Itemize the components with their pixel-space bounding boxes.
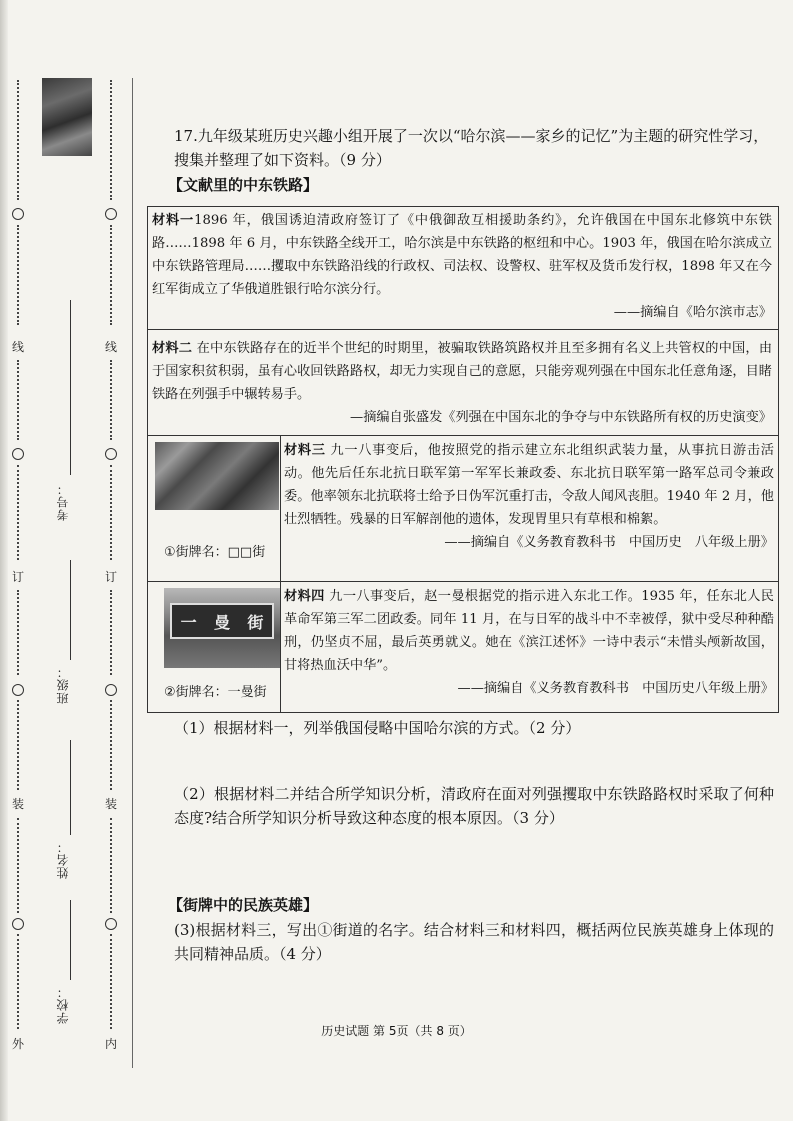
field-name-line[interactable] [70,740,72,835]
page-edge-shadow [0,0,8,1121]
material-2-text: 在中东铁路存在的近半个世纪的时期里，被骗取铁路筑路权并且至多拥有名义上共管权的中国，由于国家积贫积弱，虽有心收回铁路路权，却无力实现自己的意愿，只能旁观列强在中国东北任意角逐，目睹铁路在列强手中辗转易手。 [152,341,773,402]
material-1-label: 材料一 [152,213,195,228]
inner-label-nei: 内 [105,1037,118,1051]
field-name [54,840,71,879]
margin-scan-artifact [42,78,92,156]
sub-question-1: （1）根据材料一，列举俄国侵略中国哈尔滨的方式。（2 分） [174,719,581,737]
inner-label-line: 线 [105,340,118,354]
material-2 [152,337,772,429]
sign-char-3: 街 [247,612,264,632]
question-17-intro: 17.九年级某班历史兴趣小组开展了一次以“哈尔滨——家乡的记忆”为主题的研究性学习，搜集并整理了如下资料。（9 分） [174,127,769,169]
material-3-caption: ①街牌名：□□街 [164,545,266,560]
material-3-text: 九一八事变后，他按照党的指示建立东北组织武装力量，从事抗日游击活动。他先后任东北抗日联军第一军军长兼政委、东北抗日联军第一路军总司令兼政委。他率领东北抗联将士给予日伪军沉重打击，令敌人闻风丧胆。1940 年 2 月，他壮烈牺牲。残暴的日军解剖他的遗体，发现胃里只有草根和棉絮。 [284,443,774,527]
material-4-caption: ②街牌名：一曼街 [164,685,267,700]
margin-boundary-line [132,78,133,1068]
material-4-text: 九一八事变后，赵一曼根据党的指示进入东北工作。1935 年，任东北人民革命军第三军二团政委。同年 11 月，在与日军的战斗中不幸被俘，狱中受尽种种酷刑，仍坚贞不屈，最后英勇就义。她在《滨江述怀》一诗中表示“未惜头颅新故国，甘将热血沃中华”。 [284,589,774,673]
outer-label-line: 线 [12,340,25,354]
photo-column-border-3 [280,435,281,581]
field-exam-number [54,482,71,521]
material-1-text: 1896 年，俄国诱迫清政府签订了《中俄御敌互相援助条约》，允许俄国在中国东北修筑中东铁路……1898 年 6 月，中东铁路全线开工，哈尔滨是中东铁路的枢纽和中心。1903 年，俄国在哈尔滨成立中东铁路管理局……攫取中东铁路沿线的行政权、司法权、设警权、驻军权及货币发行权，1898 年又在今红军街成立了华俄道胜银行哈尔滨分行。 [152,213,772,297]
field-exam-number-label: 考号： [56,482,70,521]
sub-question-3: (3)根据材料三，写出①街道的名字。结合材料三和材料四，概括两位民族英雄身上体现的共同精神品质。（4 分） [174,921,774,963]
row-divider-2 [148,435,778,436]
material-4-source: ——摘编自《义务教育教科书 中国历史八年级上册》 [457,681,774,696]
section-title-heroes: 【街牌中的民族英雄】 [168,896,319,914]
field-class-line[interactable] [70,560,72,660]
outer-label-wai: 外 [12,1037,25,1051]
material-4 [284,585,774,700]
material-3-source: ——摘编自《义务教育教科书 中国历史 八年级上册》 [444,535,774,550]
field-name-label: 姓名： [56,840,70,879]
field-exam-number-line[interactable] [70,300,72,475]
sign-char-1: 一 [180,612,197,632]
material-4-label: 材料四 [284,589,325,604]
outer-label-zhuang: 装 [12,797,25,811]
photo-column-border-4 [280,581,281,712]
material-1 [152,209,772,324]
row-divider-1 [148,329,778,330]
material-3 [284,439,774,554]
sub-question-2: （2）根据材料二并结合所学知识分析，清政府在面对列强攫取中东铁路路权时采取了何种态度?结合所学知识分析导致这种态度的根本原因。（3 分） [174,785,774,827]
material-3-label: 材料三 [284,443,326,458]
street-sign-photo-1 [155,442,279,510]
materials-table [147,206,779,713]
field-school-line[interactable] [70,900,72,980]
inner-label-ding: 订 [105,570,118,584]
field-school-label: 学校： [56,985,70,1024]
field-class [54,665,71,704]
section-title-railway: 【文献里的中东铁路】 [168,176,319,194]
material-2-source: —摘编自张盛发《列强在中国东北的争夺与中东铁路所有权的历史演变》 [350,410,772,425]
inner-label-zhuang: 装 [105,797,118,811]
outer-label-ding: 订 [12,570,25,584]
sign-char-2: 曼 [213,612,230,632]
material-2-label: 材料二 [152,341,193,356]
page-footer: 历史试题 第 5页（共 8 页） [321,1024,472,1038]
yiman-street-sign [170,603,274,639]
field-class-label: 班级： [56,665,70,704]
material-1-source: ——摘编自《哈尔滨市志》 [613,305,772,320]
row-divider-3 [148,581,778,582]
field-school [54,985,71,1024]
